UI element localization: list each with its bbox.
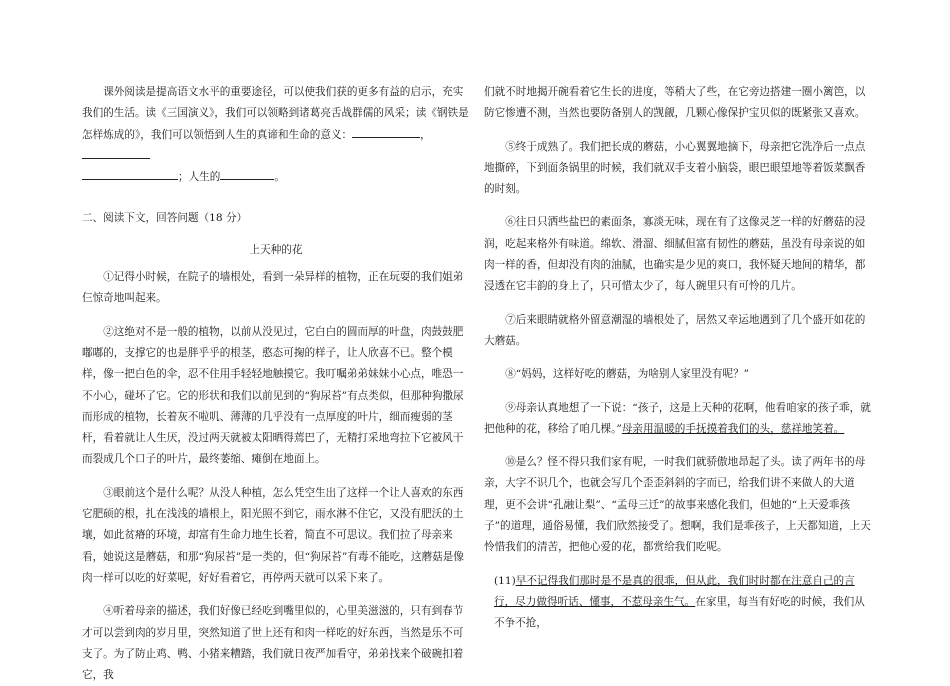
intro-period: 。 [274, 171, 285, 184]
answer-blank-4[interactable] [220, 167, 274, 180]
answer-blank-3[interactable] [82, 167, 178, 180]
answer-blank-2[interactable] [82, 146, 150, 159]
paragraph-4: ④听着母亲的描述，我们好像已经吃到嘴里似的，心里美滋滋的，只有到春节才可以尝到肉的岁月里，突然知道了世上还有和肉一样吃的好东西，当然是乐不可支了。为了防止鸡、鸭、小猪来糟踏，我们就日夜严加看守，弟弟找来个破碗扣着它，我 [82, 605, 464, 682]
section-heading: 二、阅读下文，回答问题（18 分） [82, 212, 248, 225]
paragraph-4-continued: 们就不时地揭开碗看着它生长的进度，等稍大了些，在它旁边搭建一圈小篱笆，以防它惨遭不测，当然也要防备别人的觊觎，几颗心像保护宝贝似的既紧张又喜欢。 [484, 86, 866, 120]
intro-paragraph [82, 82, 470, 188]
paragraph-11-number: (11) [494, 574, 516, 587]
paragraph-9-underlined: 母亲用温暖的手抚摸着我们的头，慈祥地笑着。 [621, 422, 845, 435]
answer-blank-1[interactable] [352, 125, 420, 138]
paragraph-3: ③眼前这个是什么呢？从没人种植，怎么凭空生出了这样一个让人喜欢的东西它肥硕的根，扎在浅浅的墙根上，阳光照不到它，雨水淋不住它，又没有肥沃的土壤，如此贫瘠的环境，却富有生命力地生长着，简直不可思议。我们拉了母亲来看，她说这是蘑菇，和那“狗尿苔”是一类的，但“狗尿苔”有毒不能吃，这蘑菇是像肉一样可以吃的好菜呢，好好看着它，再停两天就可以采下来了。 [82, 486, 464, 584]
paragraph-9-text: ⑨母亲认真地想了一下说：“孩子，这是上天种的花啊，他看咱家的孩子乖，就把他种的花，移给了咱几棵。” [484, 401, 871, 435]
right-column [484, 82, 874, 635]
intro-comma: ， [420, 128, 431, 141]
paragraph-11-text: 在家里，每当有好吃的时候，我们从不争不抢， [494, 595, 865, 630]
paragraph-6: ⑥往日只洒些盐巴的素面条，寡淡无味，现在有了这像灵芝一样的好蘑菇的浸润，吃起来格外有味道。绵软、滑溜、细腻但富有韧性的蘑菇，虽没有母亲说的如肉一样的香，但却没有肉的油腻，也确实是少见的爽口，我怀疑天地间的精华，都浸透在它丰韵的身上了，只可惜太少了，每人碗里只有可怜的几片。 [484, 216, 866, 293]
paragraph-2: ②这绝对不是一般的植物，以前从没见过，它白白的圆而厚的叶盘，肉鼓鼓肥嘟嘟的，支撑它的也是胖乎乎的根茎，憨态可掬的样子，让人欣喜不已。整个模样，像一把白色的伞，忍不住用手轻轻地触摸它。我叮嘱弟弟妹妹小心点，唯恐一不小心，碰坏了它。它的形状和我们以前见到的“狗尿苔”有点类似，但那种狗撒尿而形成的植物，长着灰不啦叽、薄薄的几乎没有一点厚度的叶片，细而瘦弱的茎杆，看着就让人生厌，没过两天就被太阳晒得蔫巴了，无精打采地弯拉下它被风干而裂成几个口子的叶片，最终萎缩、瘫倒在地面上。 [82, 325, 464, 466]
intro-text: 课外阅读是提高语文水平的重要途径，可以使我们获的更多有益的启示，充实我们的生活。读《三国演义》，我们可以领略到诸葛亮舌战群儒的风采；读《钢铁是怎样炼成的》，我们可以领悟到人生的真谛和生命的意义： [82, 86, 469, 141]
paragraph-1: ①记得小时候，在院子的墙根处，看到一朵异样的植物，正在玩耍的我们姐弟仨惊奇地叫起来。 [82, 271, 464, 305]
left-column [82, 82, 470, 686]
paragraph-11 [484, 571, 874, 635]
paragraph-9 [484, 398, 874, 441]
paragraph-10: ⑩是么？怪不得只我们家有呢，一时我们就骄傲地昂起了头。读了两年书的母亲，大字不识几个，也就会写几个歪歪斜斜的字而已，给我们讲不来做人的大道理，更不会讲“孔融让梨”、“孟母三迁”的故事来感化我们，但她的“上天爱乖孩子”的道理，通俗易懂，我们欣然接受了。想啊，我们是乖孩子，上天都知道，上天怜惜我们的清苦，把他心爱的花，都赏给我们吃呢。 [484, 456, 871, 554]
intro-text-2: ；人生的 [178, 171, 221, 184]
paragraph-5: ⑤终于成熟了。我们把长成的蘑菇，小心翼翼地摘下，母亲把它洗净后一点点地撕碎，下到面条锅里的时候，我们就双手支着小脑袋，眼巴眼望地等着饭菜飘香的时刻。 [484, 140, 866, 196]
story-title: 上天种的花 [249, 243, 303, 256]
paragraph-11-underlined: 早不记得我们那时是不是真的很乖，但从此，我们时时都在注意自己的言行，尽力做得听话、懂事，不惹母亲生气。 [494, 574, 855, 608]
paragraph-7: ⑦后来眼睛就格外留意潮湿的墙根处了，居然又幸运地遇到了几个盛开如花的大蘑菇。 [484, 313, 866, 347]
paragraph-8: ⑧“妈妈，这样好吃的蘑菇，为啥别人家里没有呢？” [505, 368, 750, 381]
